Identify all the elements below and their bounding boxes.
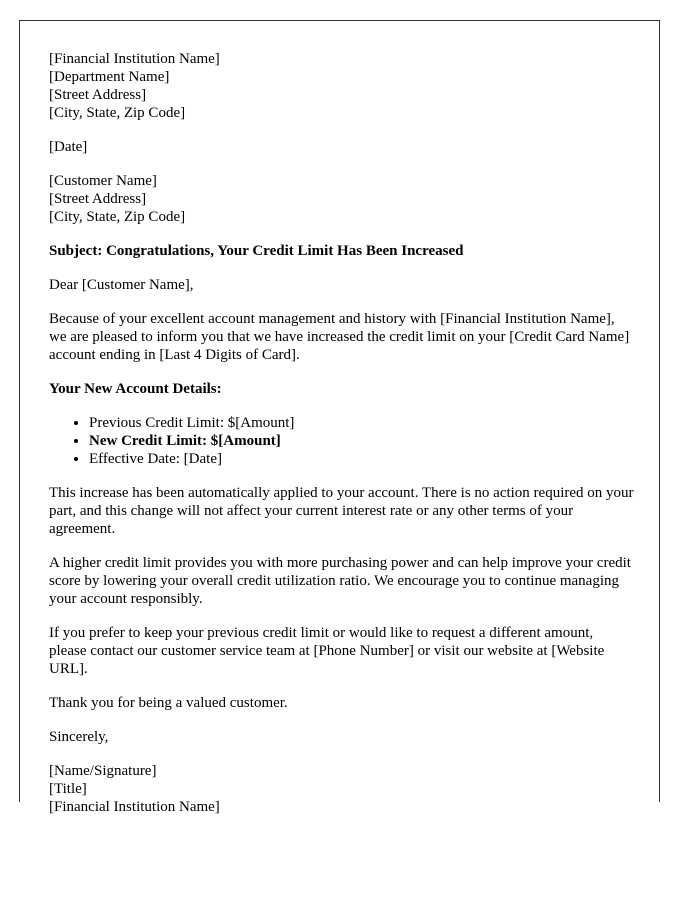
signature-block bbox=[49, 762, 634, 816]
recipient-address bbox=[49, 172, 634, 226]
sender-institution: [Financial Institution Name] bbox=[49, 51, 220, 67]
previous-limit-item: • Previous Credit Limit: $[Amount] bbox=[89, 414, 634, 432]
signature-name: [Name/Signature] bbox=[49, 763, 157, 779]
salutation: Dear [Customer Name], bbox=[49, 277, 194, 293]
thanks-paragraph: Thank you for being a valued customer. bbox=[49, 695, 288, 711]
letter-content bbox=[49, 50, 634, 816]
sender-department: [Department Name] bbox=[49, 69, 170, 85]
contact-paragraph: If you prefer to keep your previous credit limit or would like to request a different amount, please contact our customer service team at [Phone Number] or visit our website at [Website URL]. bbox=[49, 625, 605, 677]
account-details-list bbox=[49, 414, 634, 468]
letter-date: [Date] bbox=[49, 139, 88, 155]
applied-paragraph: This increase has been automatically applied to your account. There is no action required on your part, and this change will not affect your current interest rate or any other terms of your agreement. bbox=[49, 485, 634, 537]
recipient-city-state-zip: [City, State, Zip Code] bbox=[49, 209, 186, 225]
recipient-street: [Street Address] bbox=[49, 191, 147, 207]
new-limit-item: • New Credit Limit: $[Amount] bbox=[89, 432, 634, 450]
signature-title: [Title] bbox=[49, 781, 87, 797]
sender-address bbox=[49, 50, 634, 122]
effective-date-item: • Effective Date: [Date] bbox=[89, 450, 634, 468]
signature-institution: [Financial Institution Name] bbox=[49, 799, 220, 815]
intro-paragraph: Because of your excellent account management and history with [Financial Institution Name], we are pleased to inform you that we have increased the credit limit on your [Credit Card Name] account ending in [Last 4 Digits of Card]. bbox=[49, 311, 630, 363]
details-heading: Your New Account Details: bbox=[49, 381, 222, 397]
recipient-name: [Customer Name] bbox=[49, 173, 157, 189]
benefit-paragraph: A higher credit limit provides you with more purchasing power and can help improve your credit score by lowering your overall credit utilization ratio. We encourage you to continue managing your account responsibly. bbox=[49, 555, 631, 607]
sender-city-state-zip: [City, State, Zip Code] bbox=[49, 105, 186, 121]
letter-frame bbox=[19, 20, 660, 815]
sender-street: [Street Address] bbox=[49, 87, 147, 103]
subject-line: Subject: Congratulations, Your Credit Limit Has Been Increased bbox=[49, 243, 464, 259]
closing: Sincerely, bbox=[49, 729, 109, 745]
